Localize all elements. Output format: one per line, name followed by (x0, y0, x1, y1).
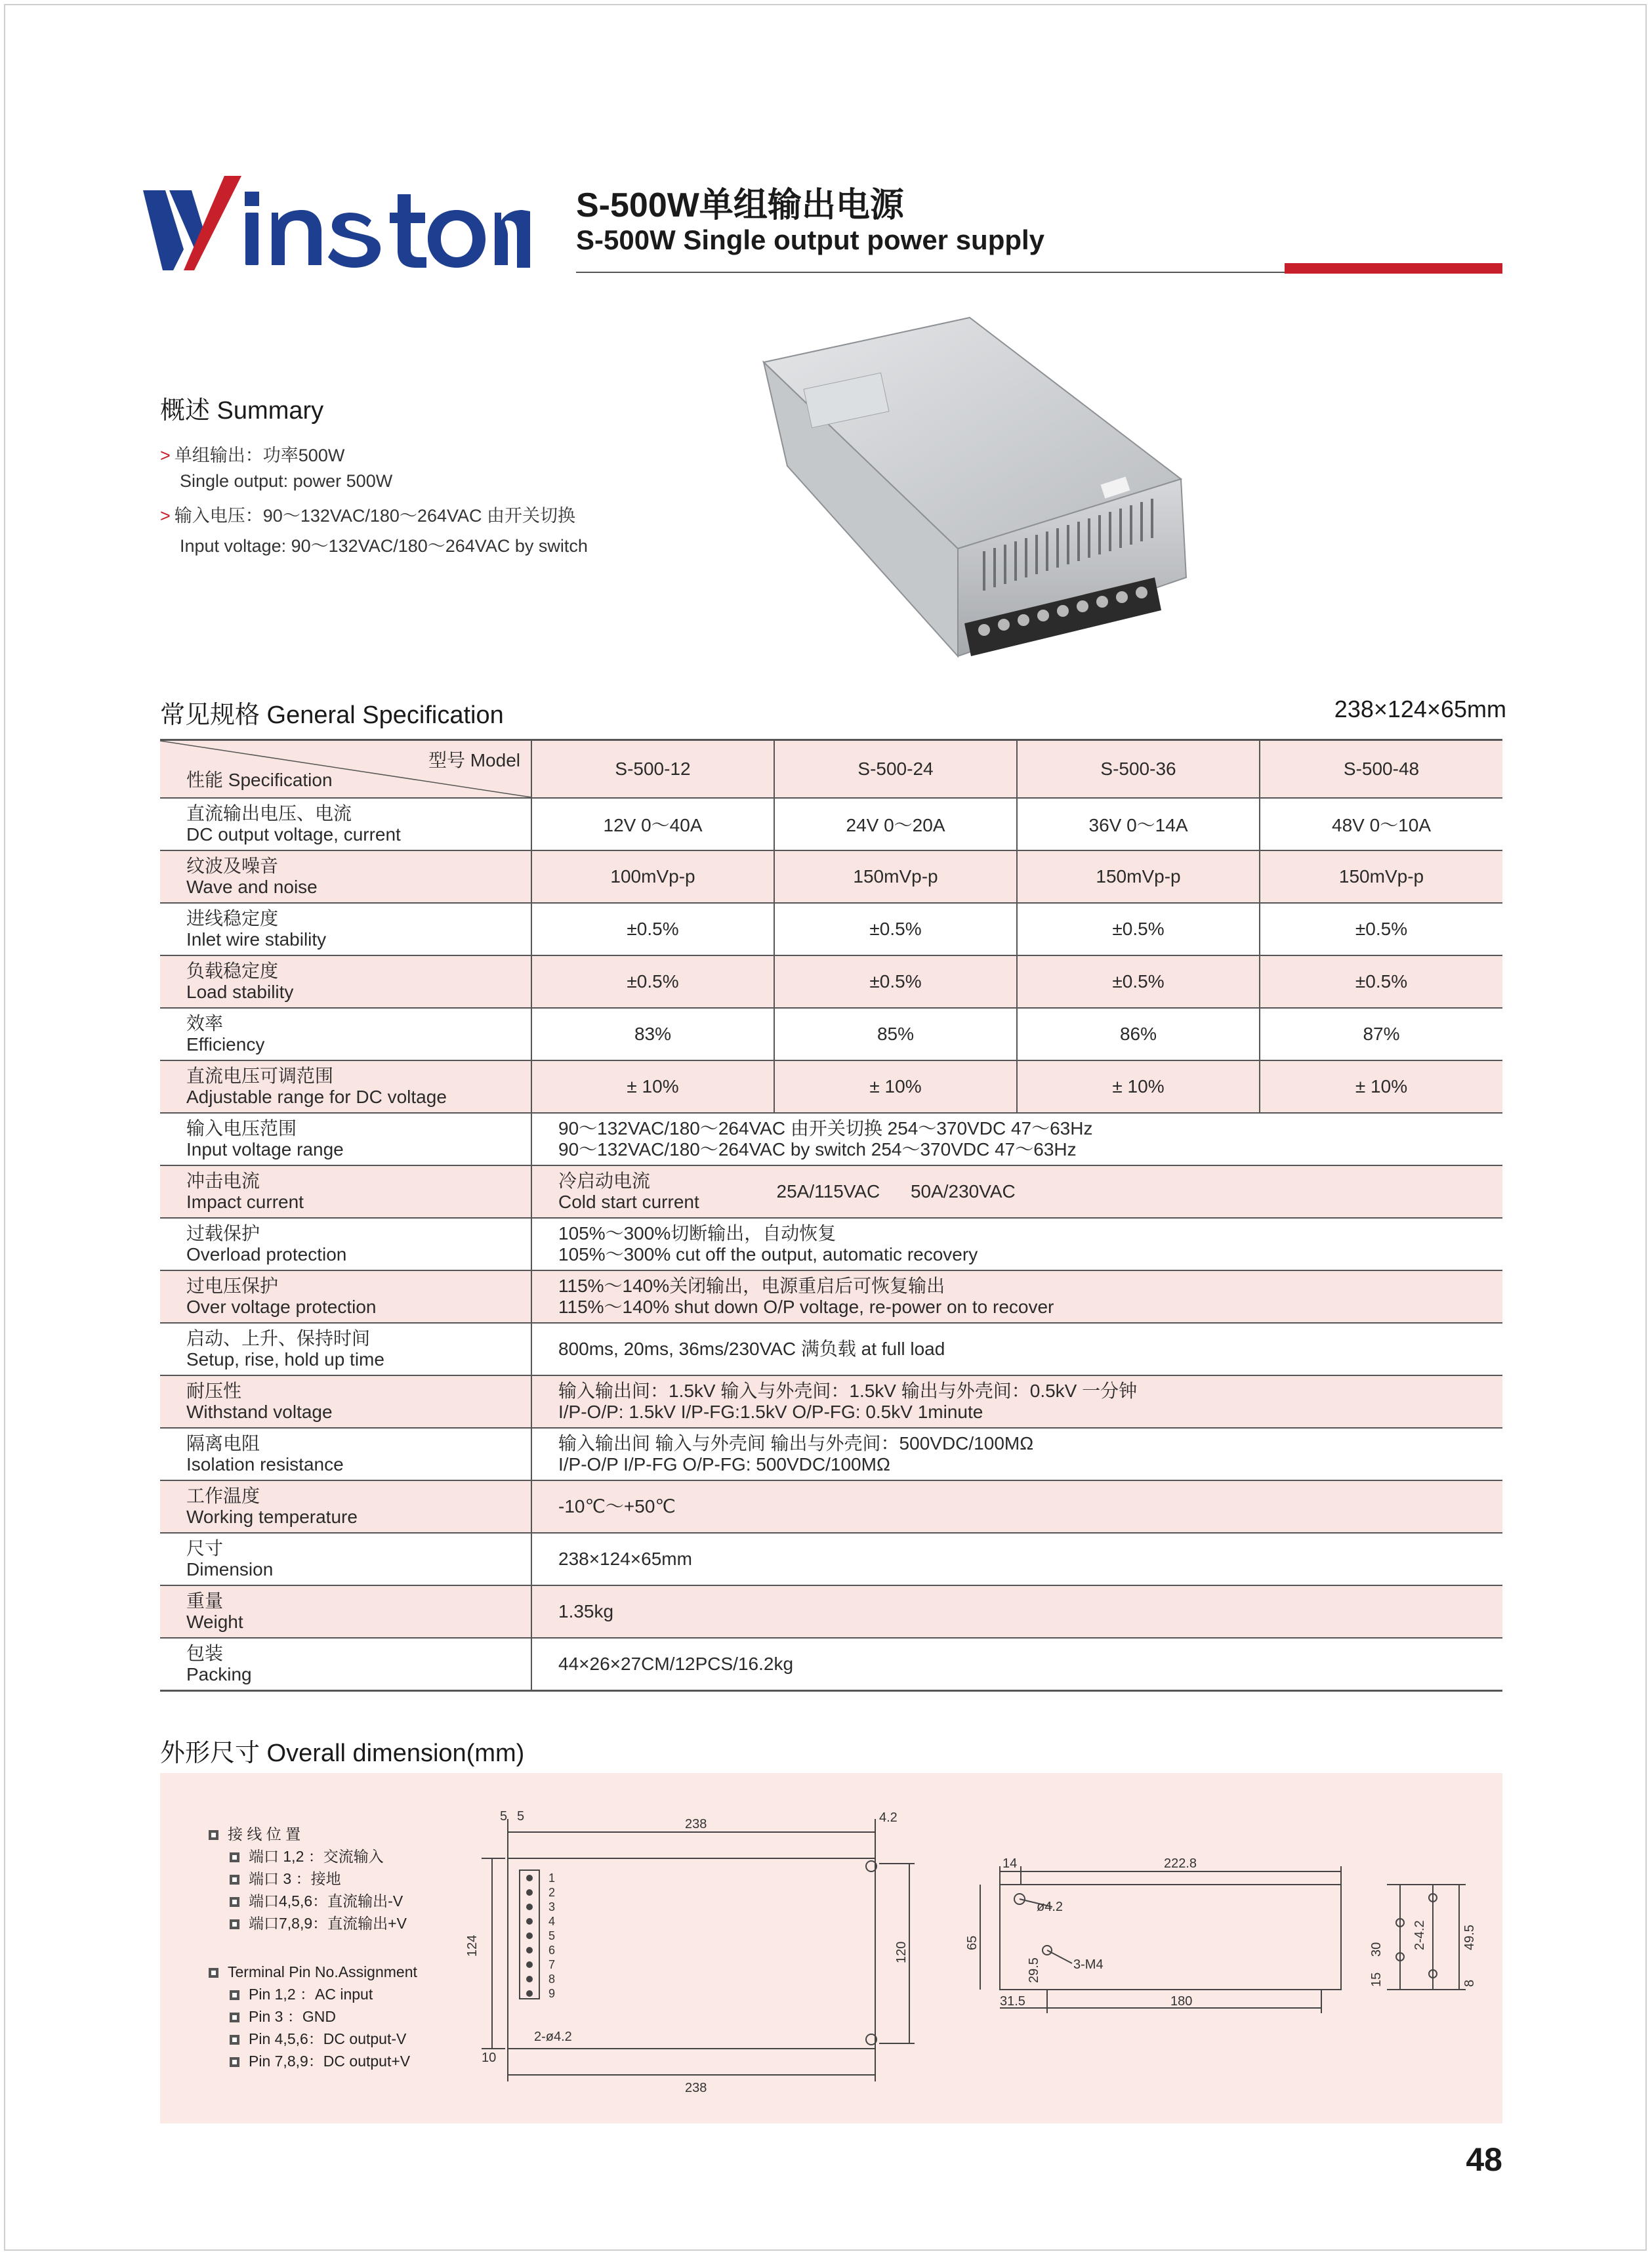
table-cell: ± 10% (1260, 1060, 1502, 1113)
svg-text:49.5: 49.5 (1462, 1925, 1477, 1950)
svg-text:65: 65 (965, 1935, 980, 1950)
table-cell: ±0.5% (531, 903, 774, 955)
row-label: 隔离电阻 Isolation resistance (160, 1428, 531, 1480)
table-cell-wide: 输入输出间 输入与外壳间 输出与外壳间：500VDC/100MΩ I/P-O/P I/P-FG O/P-FG: 500VDC/100MΩ (531, 1428, 1502, 1480)
table-row (160, 903, 1502, 955)
dimension-panel (160, 1773, 1502, 2123)
svg-text:2: 2 (548, 1886, 556, 1899)
table-cell: 150mVp-p (1260, 850, 1502, 903)
table-cell: 85% (774, 1008, 1017, 1060)
table-cell-wide: 115%～140%关闭输出，电源重启后可恢复输出 115%～140% shut down O/P voltage, re-power on to recover (531, 1270, 1502, 1323)
table-cell: 48V 0～10A (1260, 798, 1502, 850)
svg-text:14: 14 (1002, 1856, 1018, 1871)
row-label: 工作温度 Working temperature (160, 1480, 531, 1533)
table-cell-wide: 冷启动电流 Cold start current 25A/115VAC 50A/230VAC (531, 1165, 1502, 1218)
row-label: 进线稳定度 Inlet wire stability (160, 903, 531, 955)
general-dimension: 238×124×65mm (1334, 696, 1506, 722)
spec-label: 性能 Specification (186, 770, 333, 790)
row-label: 直流电压可调范围 Adjustable range for DC voltage (160, 1060, 531, 1113)
table-cell: ±0.5% (774, 903, 1017, 955)
table-cell: ±0.5% (774, 955, 1017, 1008)
table-row (160, 1060, 1502, 1113)
impact-current-values: 25A/115VAC 50A/230VAC (776, 1181, 1016, 1201)
table-row (160, 1428, 1502, 1480)
model-header: S-500-48 (1260, 740, 1502, 799)
table-row (160, 1008, 1502, 1060)
svg-text:4: 4 (548, 1915, 556, 1928)
model-header: S-500-36 (1017, 740, 1260, 799)
product-photo (761, 315, 1207, 709)
row-label: 过电压保护 Over voltage protection (160, 1270, 531, 1323)
svg-text:8: 8 (1462, 1979, 1477, 1987)
header-corner (160, 740, 531, 799)
svg-text:238: 238 (685, 2081, 707, 2095)
row-label: 负载稳定度 Load stability (160, 955, 531, 1008)
table-cell-wide: 238×124×65mm (531, 1533, 1502, 1585)
table-header-row (160, 740, 1502, 799)
model-label: 型号 Model (428, 750, 520, 770)
row-label: 直流输出电压、电流 DC output voltage, current (160, 798, 531, 850)
table-row (160, 1375, 1502, 1428)
table-row (160, 1270, 1502, 1323)
model-header: S-500-24 (774, 740, 1017, 799)
table-cell: 24V 0～20A (774, 798, 1017, 850)
svg-text:238: 238 (685, 1817, 707, 1831)
table-row (160, 1533, 1502, 1585)
summary-item-1-en: Single output: power 500W (180, 471, 393, 491)
table-cell: ±0.5% (1260, 955, 1502, 1008)
svg-text:15: 15 (1369, 1972, 1384, 1987)
table-cell: 36V 0～14A (1017, 798, 1260, 850)
svg-text:180: 180 (1170, 1994, 1193, 2009)
table-row (160, 1480, 1502, 1533)
svg-text:29.5: 29.5 (1027, 1957, 1041, 1983)
summary-item-2: > 输入电压：90～132VAC/180～264VAC 由开关切换 (160, 506, 575, 526)
row-label: 尺寸 Dimension (160, 1533, 531, 1585)
table-cell-wide: 输入输出间：1.5kV 输入与外壳间：1.5kV 输出与外壳间：0.5kV 一分钟 I/P-O/P: 1.5kV I/P-FG:1.5kV O/P-FG: 0.5kV 1minute (531, 1375, 1502, 1428)
svg-text:9: 9 (548, 1987, 556, 2000)
table-cell-wide: 1.35kg (531, 1585, 1502, 1638)
svg-text:30: 30 (1369, 1942, 1384, 1957)
row-label: 输入电压范围 Input voltage range (160, 1113, 531, 1165)
table-row (160, 1585, 1502, 1638)
table-cell-wide: 44×26×27CM/12PCS/16.2kg (531, 1638, 1502, 1691)
table-cell: 150mVp-p (1017, 850, 1260, 903)
row-label: 效率 Efficiency (160, 1008, 531, 1060)
summary-heading: 概述 Summary (160, 397, 324, 425)
svg-text:31.5: 31.5 (1000, 1994, 1025, 2009)
svg-text:2-4.2: 2-4.2 (1413, 1920, 1427, 1950)
table-cell-wide: 105%～300%切断输出，自动恢复 105%～300% cut off the output, automatic recovery (531, 1218, 1502, 1270)
svg-text:124: 124 (465, 1934, 480, 1957)
svg-text:3-M4: 3-M4 (1073, 1957, 1104, 1972)
svg-text:4.2: 4.2 (879, 1810, 898, 1825)
table-cell: 100mVp-p (531, 850, 774, 903)
top-view-drawing (465, 1793, 941, 2108)
page-number: 48 (1466, 2141, 1502, 2178)
svg-text:222.8: 222.8 (1164, 1856, 1197, 1871)
terminal-legend-en: Terminal Pin No.Assignment Pin 1,2 ：AC input Pin 3 ：GND Pin 4,5,6：DC output-V Pin 7,8,9：DC output+V (209, 1961, 417, 2072)
table-row (160, 850, 1502, 903)
terminal-legend-cn: 接 线 位 置 端口 1,2 ：交流输入 端口 3 ：接地 端口4,5,6：直流输出-V 端口7,8,9：直流输出+V (209, 1823, 407, 1934)
row-label: 启动、上升、保持时间 Setup, rise, hold up time (160, 1323, 531, 1375)
table-row (160, 955, 1502, 1008)
page-title-cn: S-500W单组输出电源 (576, 186, 904, 224)
svg-text:10: 10 (482, 2051, 497, 2065)
table-cell: ±0.5% (531, 955, 774, 1008)
model-header: S-500-12 (531, 740, 774, 799)
table-cell: ±0.5% (1017, 955, 1260, 1008)
row-label: 耐压性 Withstand voltage (160, 1375, 531, 1428)
table-row (160, 1165, 1502, 1218)
table-cell: ± 10% (774, 1060, 1017, 1113)
table-cell: 12V 0～40A (531, 798, 774, 850)
table-cell: 83% (531, 1008, 774, 1060)
brand-logo (143, 172, 530, 270)
svg-text:5: 5 (548, 1929, 556, 1942)
svg-text:5: 5 (517, 1809, 525, 1824)
table-row (160, 798, 1502, 850)
svg-text:5: 5 (500, 1809, 508, 1824)
svg-text:6: 6 (548, 1944, 556, 1957)
summary-item-1: > 单组输出：功率500W (160, 446, 345, 465)
end-view-drawing (1361, 1858, 1492, 2029)
table-cell: ±0.5% (1260, 903, 1502, 955)
page-title-en: S-500W Single output power supply (576, 224, 1045, 255)
table-cell: 87% (1260, 1008, 1502, 1060)
svg-text:7: 7 (548, 1958, 556, 1971)
table-row (160, 1218, 1502, 1270)
overall-dimension-heading: 外形尺寸 Overall dimension(mm) (160, 1740, 525, 1767)
table-cell: ±0.5% (1017, 903, 1260, 955)
summary-item-2-en: Input voltage: 90～132VAC/180～264VAC by switch (180, 536, 588, 556)
row-label: 重量 Weight (160, 1585, 531, 1638)
table-cell: 150mVp-p (774, 850, 1017, 903)
row-label: 过载保护 Overload protection (160, 1218, 531, 1270)
svg-text:120: 120 (894, 1941, 909, 1963)
table-cell: 86% (1017, 1008, 1260, 1060)
spec-table (160, 739, 1502, 1692)
table-row (160, 1638, 1502, 1691)
table-cell: ± 10% (1017, 1060, 1260, 1113)
svg-text:2-ø4.2: 2-ø4.2 (534, 2030, 572, 2044)
svg-text:ø4.2: ø4.2 (1037, 1900, 1063, 1914)
svg-text:1: 1 (548, 1871, 556, 1885)
row-label: 冲击电流 Impact current (160, 1165, 531, 1218)
row-label: 包装 Packing (160, 1638, 531, 1691)
svg-text:3: 3 (548, 1900, 556, 1913)
svg-text:8: 8 (548, 1973, 556, 1986)
table-cell-wide: -10℃～+50℃ (531, 1480, 1502, 1533)
title-accent-bar (1285, 263, 1502, 274)
side-view-drawing (965, 1856, 1354, 2029)
table-cell-wide: 800ms, 20ms, 36ms/230VAC 满负载 at full load (531, 1323, 1502, 1375)
table-row (160, 1113, 1502, 1165)
table-cell-wide: 90～132VAC/180～264VAC 由开关切换 254～370VDC 47～63Hz 90～132VAC/180～264VAC by switch 254～370VDC 47～63Hz (531, 1113, 1502, 1165)
row-label: 纹波及噪音 Wave and noise (160, 850, 531, 903)
table-row (160, 1323, 1502, 1375)
table-cell: ± 10% (531, 1060, 774, 1113)
general-spec-heading: 常见规格 General Specification (160, 701, 504, 729)
